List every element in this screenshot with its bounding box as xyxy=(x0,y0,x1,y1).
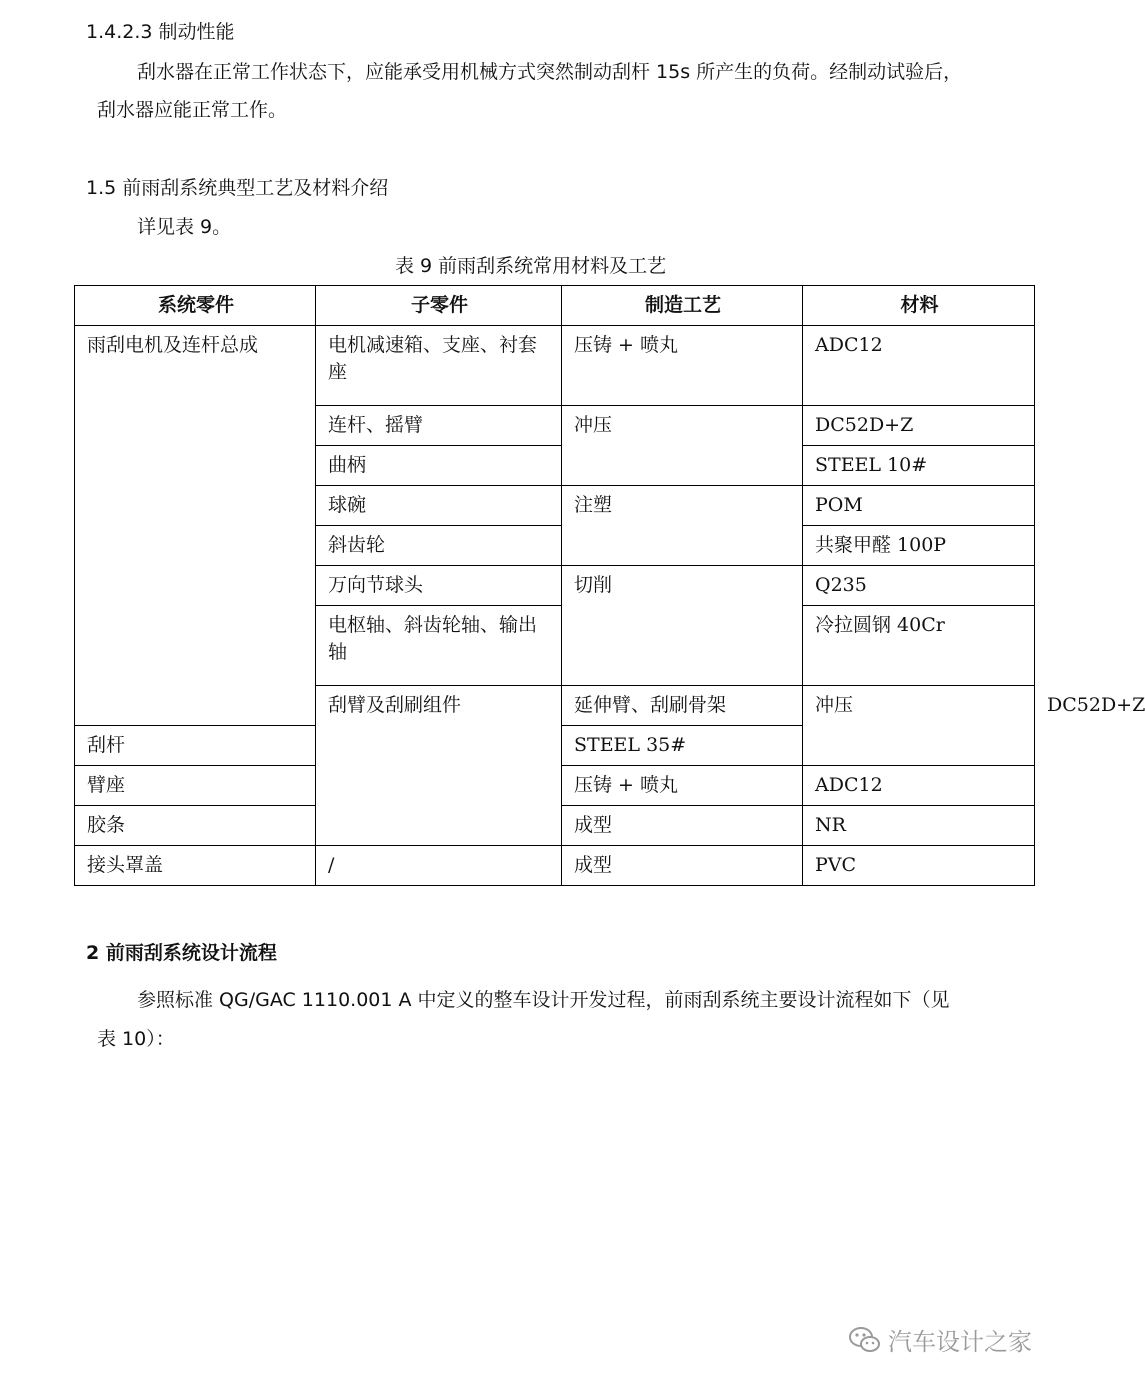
material-cell: 共聚甲醛 100P xyxy=(803,526,1035,566)
process-cell: 注塑 xyxy=(562,486,803,566)
material-cell: ADC12 xyxy=(803,326,1035,406)
part-cell: 电机减速箱、支座、衬套座 xyxy=(316,326,562,406)
material-cell: POM xyxy=(803,486,1035,526)
paragraph-braking-line1: 刮水器在正常工作状态下，应能承受用机械方式突然制动刮杆 15s 所产生的负荷。经制动试验后， xyxy=(137,61,963,83)
process-cell: 冲压 xyxy=(562,406,803,486)
group-cell: 刮臂及刮刷组件 xyxy=(316,686,562,846)
header-sub-part: 子零件 xyxy=(316,286,562,326)
material-cell: STEEL 10# xyxy=(803,446,1035,486)
watermark xyxy=(848,1322,1032,1357)
header-system-part: 系统零件 xyxy=(75,286,316,326)
table-row: 刮臂及刮刷组件 延伸臂、刮刷骨架 冲压 DC52D+Z xyxy=(75,686,1035,726)
material-cell: STEEL 35# xyxy=(562,726,803,766)
group-cell: 雨刮电机及连杆总成 xyxy=(75,326,316,726)
process-cell: 冲压 xyxy=(803,686,1035,766)
wechat-icon xyxy=(848,1325,882,1355)
process-cell: 成型 xyxy=(562,806,803,846)
paragraph-design-flow-line2: 表 10）： xyxy=(97,1028,175,1050)
part-cell: 曲柄 xyxy=(316,446,562,486)
section-heading-1423: 1.4.2.3 制动性能 xyxy=(86,21,235,43)
material-cell: ADC12 xyxy=(803,766,1035,806)
part-cell: 电枢轴、斜齿轮轴、输出轴 xyxy=(316,606,562,686)
paragraph-see-table: 详见表 9。 xyxy=(137,216,232,238)
material-cell: DC52D+Z xyxy=(803,406,1035,446)
table-row xyxy=(75,846,1035,886)
part-cell: 球碗 xyxy=(316,486,562,526)
process-cell: 切削 xyxy=(562,566,803,686)
material-cell: PVC xyxy=(803,846,1035,886)
process-cell: 压铸 + 喷丸 xyxy=(562,766,803,806)
section-heading-2: 2 前雨刮系统设计流程 xyxy=(86,942,277,964)
part-cell: 万向节球头 xyxy=(316,566,562,606)
process-cell: 压铸 + 喷丸 xyxy=(562,326,803,406)
table-caption: 表 9 前雨刮系统常用材料及工艺 xyxy=(395,255,667,277)
group-cell: 接头罩盖 xyxy=(75,846,316,886)
material-cell: Q235 xyxy=(803,566,1035,606)
material-cell: NR xyxy=(803,806,1035,846)
header-process: 制造工艺 xyxy=(562,286,803,326)
watermark-text: 汽车设计之家 xyxy=(888,1328,1032,1356)
part-cell: 连杆、摇臂 xyxy=(316,406,562,446)
paragraph-braking-line2: 刮水器应能正常工作。 xyxy=(97,99,288,121)
table-header-row xyxy=(75,286,1035,326)
part-cell: / xyxy=(316,846,562,886)
part-cell: 臂座 xyxy=(75,766,316,806)
part-cell: 斜齿轮 xyxy=(316,526,562,566)
section-heading-15: 1.5 前雨刮系统典型工艺及材料介绍 xyxy=(86,177,389,199)
process-cell: 成型 xyxy=(562,846,803,886)
material-cell: 冷拉圆钢 40Cr xyxy=(803,606,1035,686)
part-cell: 刮杆 xyxy=(75,726,316,766)
header-material: 材料 xyxy=(803,286,1035,326)
paragraph-design-flow-line1: 参照标准 QG/GAC 1110.001 A 中定义的整车设计开发过程，前雨刮系统主要设计流程如下（见 xyxy=(137,989,950,1011)
part-cell: 延伸臂、刮刷骨架 xyxy=(562,686,803,726)
table-row xyxy=(75,326,1035,406)
materials-process-table xyxy=(74,285,1145,886)
part-cell: 胶条 xyxy=(75,806,316,846)
